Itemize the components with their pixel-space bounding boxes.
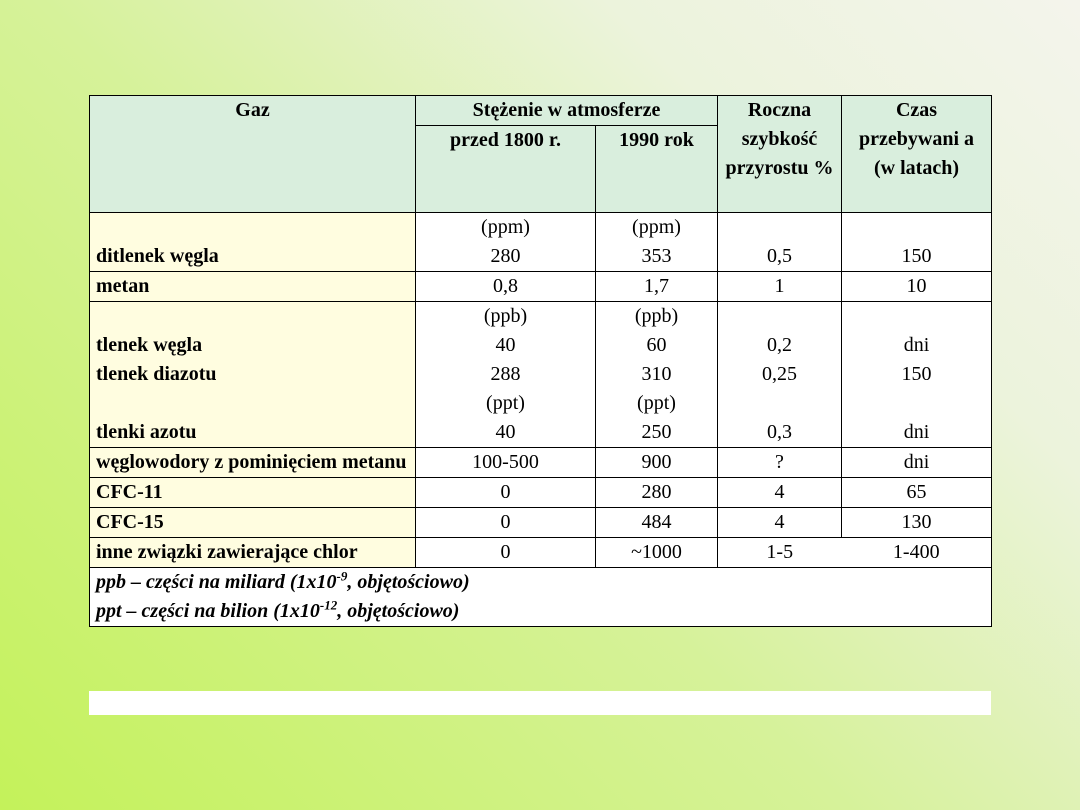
gas-name: węglowodory z pominięciem metanu bbox=[90, 448, 416, 478]
value-before: 0,8 bbox=[416, 272, 596, 302]
value-before: 100-500 bbox=[416, 448, 596, 478]
value-rate: 1 bbox=[718, 272, 842, 302]
footnote-row bbox=[90, 568, 992, 627]
value-time: dni bbox=[842, 448, 992, 478]
header-residence-time: Czas przebywani a (w latach) bbox=[842, 96, 992, 213]
values-before: (ppb) 40 288 (ppt) 40 bbox=[416, 302, 596, 448]
gas-name-nox: tlenki azotu bbox=[96, 421, 197, 443]
value-rate: 0,5 bbox=[718, 213, 842, 272]
value-time: 65 bbox=[842, 478, 992, 508]
gas-name-n2o: tlenek diazotu bbox=[96, 363, 217, 385]
unit-label: (ppb) bbox=[634, 305, 679, 327]
header-growth-rate: Roczna szybkość przyrostu % bbox=[718, 96, 842, 213]
table-row-ch4 bbox=[90, 272, 992, 302]
table-bottom-strip bbox=[89, 691, 991, 715]
values-time: dni 150 dni bbox=[842, 302, 992, 448]
value-time: 1-400 bbox=[842, 538, 992, 568]
value-1990: 900 bbox=[596, 448, 718, 478]
header-before-1800: przed 1800 r. bbox=[416, 126, 596, 213]
header-concentration: Stężenie w atmosferze bbox=[416, 96, 718, 126]
unit-label: (ppt) bbox=[637, 392, 676, 414]
gas-name: CFC-15 bbox=[90, 508, 416, 538]
value-rate: 4 bbox=[718, 508, 842, 538]
table-row-cfc11 bbox=[90, 478, 992, 508]
unit-label: (ppt) bbox=[486, 392, 525, 414]
gas-name: CFC-11 bbox=[90, 478, 416, 508]
value-1990: 280 bbox=[596, 478, 718, 508]
value-before: 0 bbox=[416, 508, 596, 538]
value-before: 0 bbox=[416, 478, 596, 508]
value-1990: (ppm) 353 bbox=[596, 213, 718, 272]
value-rate: 4 bbox=[718, 478, 842, 508]
gas-name: metan bbox=[90, 272, 416, 302]
values-rate: 0,2 0,25 0,3 bbox=[718, 302, 842, 448]
table-row-cfc15 bbox=[90, 508, 992, 538]
footnotes bbox=[90, 568, 992, 627]
footnote-ppt: ppt – części na bilion ($1x10^{-12}$, objętościowo) bbox=[96, 597, 460, 622]
gas-names bbox=[90, 302, 416, 448]
value-rate: 1-5 bbox=[718, 538, 842, 568]
table-row-other-chlorine bbox=[90, 538, 992, 568]
gas-name: ditlenek węgla bbox=[90, 213, 416, 272]
table-row-co2 bbox=[90, 213, 992, 272]
values-1990: (ppb) 60 310 (ppt) 250 bbox=[596, 302, 718, 448]
value-1990: ~1000 bbox=[596, 538, 718, 568]
header-gas: Gaz bbox=[90, 96, 416, 213]
value-rate: ? bbox=[718, 448, 842, 478]
gas-name: inne związki zawierające chlor bbox=[90, 538, 416, 568]
footnote-ppb: ppb – części na miliard ($1x10^{-9}$, objętościowo) bbox=[96, 568, 470, 593]
value-before: 0 bbox=[416, 538, 596, 568]
header-1990: 1990 rok bbox=[596, 126, 718, 213]
value-time: 150 bbox=[842, 213, 992, 272]
value-before: (ppm) 280 bbox=[416, 213, 596, 272]
table-row-trace-gases bbox=[90, 302, 992, 448]
unit-label: (ppb) bbox=[483, 305, 528, 327]
gas-concentration-table bbox=[89, 95, 992, 627]
value-1990: 1,7 bbox=[596, 272, 718, 302]
table-row-nmhc bbox=[90, 448, 992, 478]
value-time: 130 bbox=[842, 508, 992, 538]
gas-name-co: tlenek węgla bbox=[96, 334, 203, 356]
header-row-1 bbox=[90, 96, 992, 126]
value-time: 10 bbox=[842, 272, 992, 302]
value-1990: 484 bbox=[596, 508, 718, 538]
